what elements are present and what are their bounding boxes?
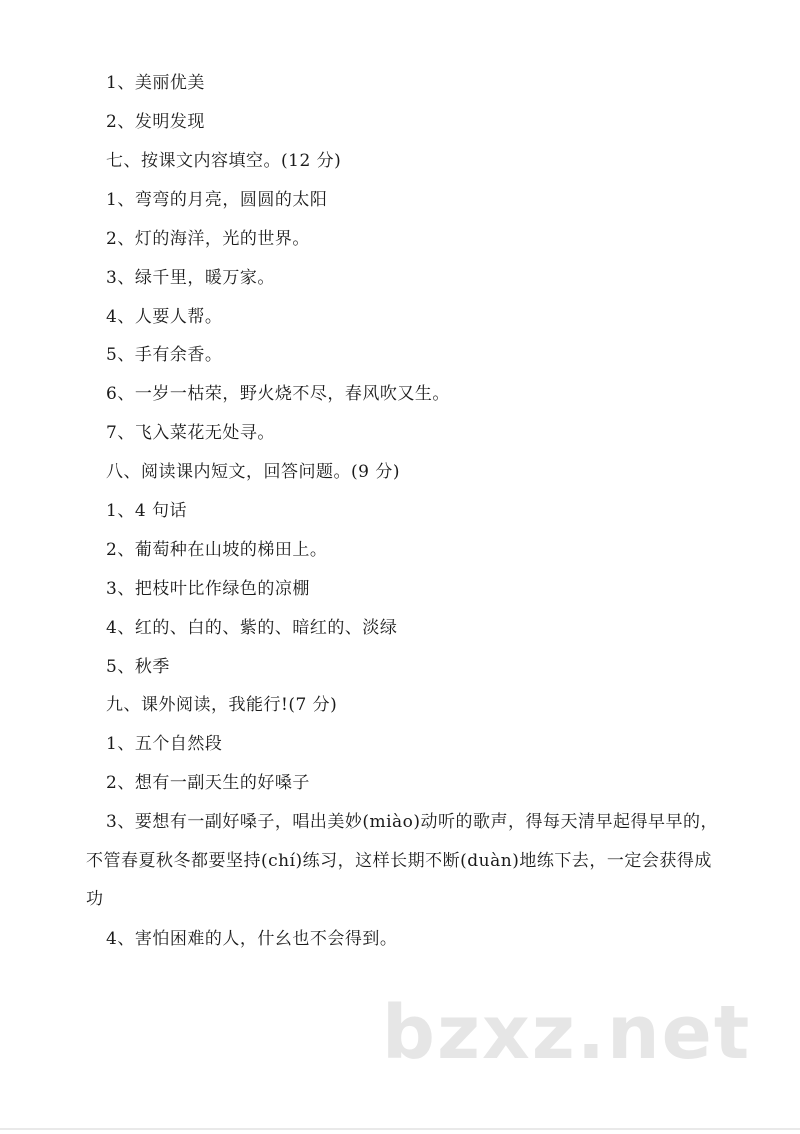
watermark: bzxz.net xyxy=(382,990,752,1076)
answer-line: 2、灯的海洋，光的世界。 xyxy=(106,229,310,249)
answer-line: 4、人要人帮。 xyxy=(106,307,223,327)
section-heading: 九、课外阅读，我能行!(7 分) xyxy=(106,695,338,715)
answer-line: 5、秋季 xyxy=(106,657,170,677)
section-heading: 八、阅读课内短文，回答问题。(9 分) xyxy=(106,462,400,482)
answer-line: 4、红的、白的、紫的、暗红的、淡绿 xyxy=(106,618,398,638)
page-bottom-edge xyxy=(0,1128,800,1130)
answer-line: 1、4 句话 xyxy=(106,501,188,521)
answer-line: 3、把枝叶比作绿色的凉棚 xyxy=(106,579,310,599)
answer-line: 1、弯弯的月亮，圆圆的太阳 xyxy=(106,190,328,210)
answer-line: 5、手有余香。 xyxy=(106,345,223,365)
answer-paragraph: 3、要想有一副好嗓子，唱出美妙(miào)动听的歌声，得每天清早起得早早的，不管春夏秋冬都要坚持(chí)练习，这样长期不断(duàn)地练下去，一定会获得成功 xyxy=(86,812,719,910)
answer-line: 3、绿千里，暖万家。 xyxy=(106,268,275,288)
answer-line: 7、飞入菜花无处寻。 xyxy=(106,423,275,443)
answer-line: 1、美丽优美 xyxy=(106,73,205,93)
answer-line: 6、一岁一枯荣，野火烧不尽，春风吹又生。 xyxy=(106,384,450,404)
answer-line: 2、葡萄种在山坡的梯田上。 xyxy=(106,540,328,560)
answer-line: 1、五个自然段 xyxy=(106,734,223,754)
answer-line: 4、害怕困难的人，什幺也不会得到。 xyxy=(106,929,398,949)
section-heading: 七、按课文内容填空。(12 分) xyxy=(106,151,342,171)
answer-line: 2、想有一副天生的好嗓子 xyxy=(106,773,310,793)
answer-line: 2、发明发现 xyxy=(106,112,205,132)
